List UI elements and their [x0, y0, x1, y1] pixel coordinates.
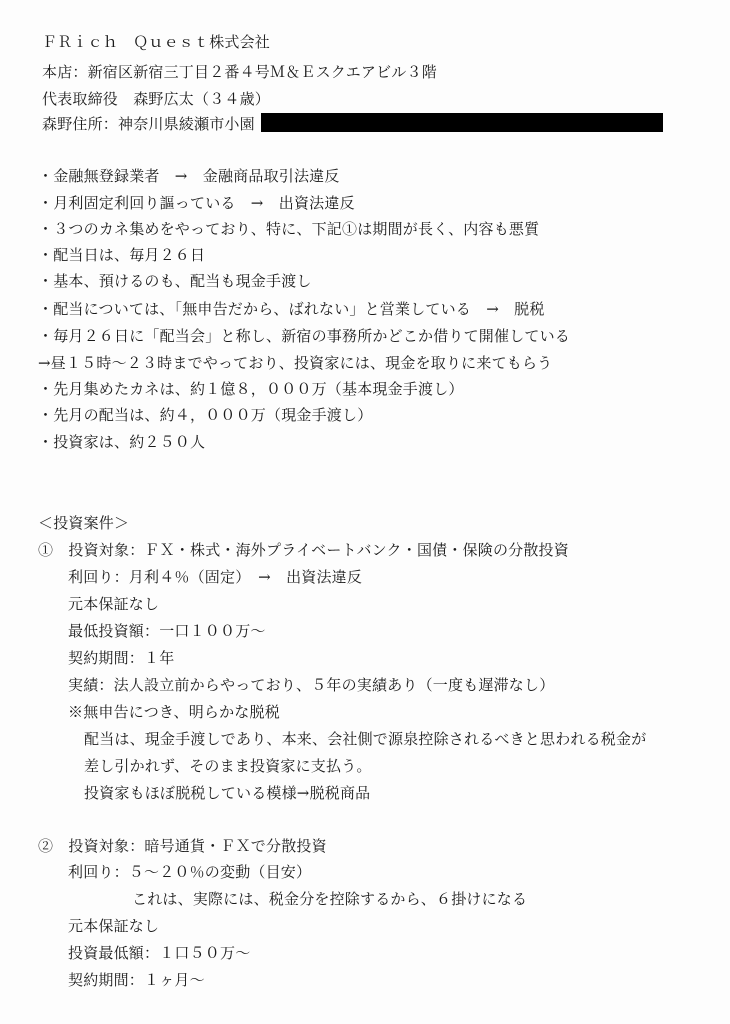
- case1-term: 契約期間：１年: [68, 649, 175, 667]
- case1-note-detail: 投資家もほぼ脱税している模様→脱税商品: [84, 784, 371, 802]
- redaction-bar: [261, 113, 663, 132]
- bullet-item: ・先月集めたカネは、約１億８，０００万（基本現金手渡し）: [38, 380, 464, 398]
- bullet-item: ・配当については、「無申告だから、ばれない」と営業している → 脱税: [38, 300, 545, 318]
- representative: 代表取締役 森野広太（３４歳）: [42, 90, 271, 108]
- case2-minimum: 投資最低額：１口５０万～: [68, 944, 251, 962]
- case2-target: ② 投資対象：暗号通貨・ＦＸで分散投資: [38, 837, 327, 855]
- case2-term: 契約期間：１ヶ月～: [68, 971, 205, 989]
- case2-yield-note: これは、実際には、税金分を控除するから、６掛けになる: [132, 890, 528, 908]
- case1-record: 実績：法人設立前からやっており、５年の実績あり（一度も遅滞なし）: [68, 676, 555, 694]
- case1-note-detail: 配当は、現金手渡しであり、本来、会社側で源泉控除されるべきと思われる税金が: [84, 730, 647, 748]
- case1-yield: 利回り：月利４％（固定） → 出資法違反: [68, 568, 363, 586]
- case2-principal: 元本保証なし: [68, 917, 160, 935]
- case1-target: ① 投資対象：ＦＸ・株式・海外プライベートバンク・国債・保険の分散投資: [38, 541, 569, 559]
- company-address: 本店：新宿区新宿三丁目２番４号Ｍ＆Ｅスクエアビル３階: [42, 63, 437, 81]
- bullet-item: ・月利固定利回り謳っている → 出資法違反: [38, 194, 355, 212]
- bullet-item: ・金融無登録業者 → 金融商品取引法違反: [38, 167, 340, 185]
- case2-yield: 利回り：５～２０％の変動（目安）: [68, 863, 312, 881]
- bullet-item: ・先月の配当は、約４，０００万（現金手渡し）: [38, 406, 373, 424]
- company-name: ＦＲｉｃｈ Ｑｕｅｓｔ株式会社: [42, 33, 271, 51]
- case1-minimum: 最低投資額：一口１００万～: [68, 622, 266, 640]
- bullet-item: ・投資家は、約２５０人: [38, 433, 206, 451]
- bullet-item: ・基本、預けるのも、配当も現金手渡し: [38, 272, 312, 290]
- case1-principal: 元本保証なし: [68, 595, 160, 613]
- bullet-item: →昼１５時～２３時までやっており、投資家には、現金を取りに来てもらう: [38, 354, 553, 372]
- bullet-item: ・３つのカネ集めをやっており、特に、下記①は期間が長く、内容も悪質: [38, 220, 540, 238]
- case1-note: ※無申告につき、明らかな脱税: [68, 703, 280, 721]
- section-title: ＜投資案件＞: [38, 514, 130, 532]
- case1-note-detail: 差し引かれず、そのまま投資家に支払う。: [84, 757, 372, 775]
- residence: 森野住所：神奈川県綾瀬市小園: [42, 115, 255, 133]
- bullet-item: ・配当日は、毎月２６日: [38, 246, 206, 264]
- bullet-item: ・毎月２６日に「配当会」と称し、新宿の事務所かどこか借りて開催している: [38, 327, 571, 345]
